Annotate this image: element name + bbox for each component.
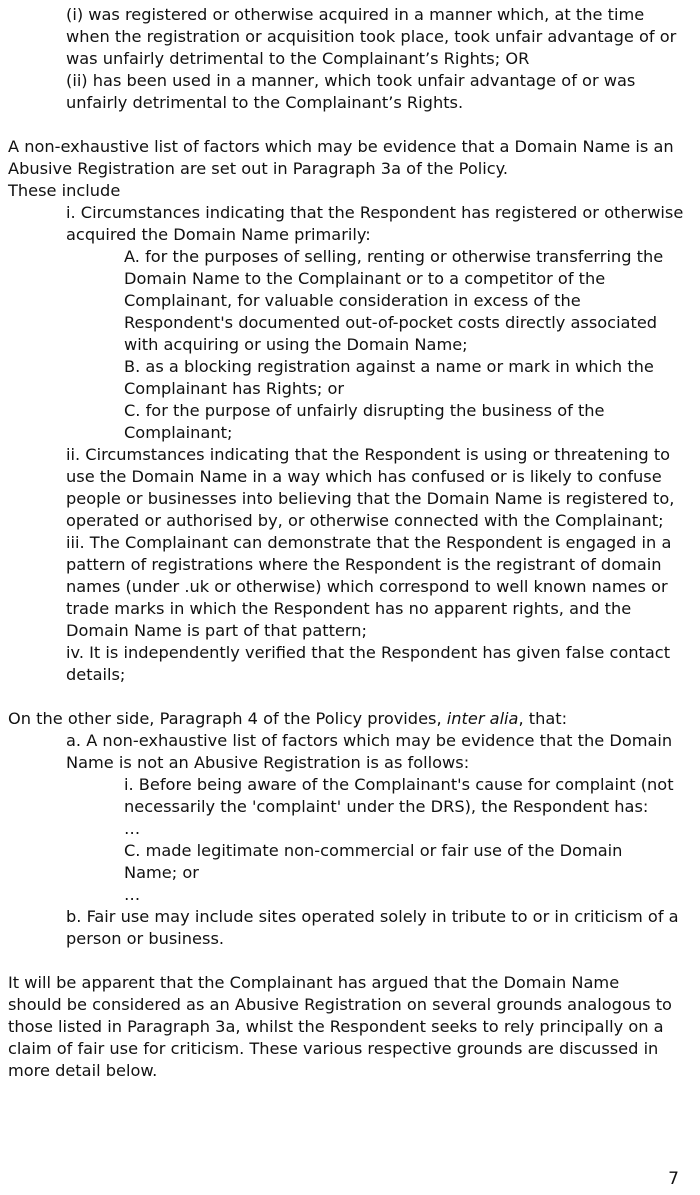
text-line: Complainant; xyxy=(124,423,233,442)
text-line: Domain Name is part of that pattern; xyxy=(66,621,367,640)
text-line: people or businesses into believing that the Domain Name is registered to, xyxy=(66,489,675,508)
text-line: should be considered as an Abusive Registration on several grounds analogous to xyxy=(8,995,672,1014)
text-line: claim of fair use for criticism. These various respective grounds are discussed in xyxy=(8,1039,659,1058)
text-line: acquired the Domain Name primarily: xyxy=(66,225,371,244)
text-line: when the registration or acquisition took place, took unfair advantage of or xyxy=(66,27,677,46)
text-line: … xyxy=(124,885,141,904)
text-line: Name; or xyxy=(124,863,199,882)
text-line: use the Domain Name in a way which has confused or is likely to confuse xyxy=(66,467,662,486)
text-line: details; xyxy=(66,665,126,684)
text-line: with acquiring or using the Domain Name; xyxy=(124,335,468,354)
text-line: names (under .uk or otherwise) which correspond to well known names or xyxy=(66,577,668,596)
text-line: a. A non-exhaustive list of factors which may be evidence that the Domain xyxy=(66,731,673,750)
text-line: necessarily the 'complaint' under the DRS), the Respondent has: xyxy=(124,797,649,816)
text-line: C. for the purpose of unfairly disrupting the business of the xyxy=(124,401,605,420)
text-line: those listed in Paragraph 3a, whilst the Respondent seeks to rely principally on a xyxy=(8,1017,664,1036)
text-line: ii. Circumstances indicating that the Respondent is using or threatening to xyxy=(66,445,671,464)
page-number: 7 xyxy=(668,1169,679,1189)
text-line: B. as a blocking registration against a name or mark in which the xyxy=(124,357,654,376)
text-line: trade marks in which the Respondent has no apparent rights, and the xyxy=(66,599,632,618)
text-line: Abusive Registration are set out in Paragraph 3a of the Policy. xyxy=(8,159,509,178)
text-line: Name is not an Abusive Registration is as follows: xyxy=(66,753,470,772)
text-line: b. Fair use may include sites operated solely in tribute to or in criticism of a xyxy=(66,907,679,926)
text-line: … xyxy=(124,819,141,838)
text-line: more detail below. xyxy=(8,1061,158,1080)
text-line: pattern of registrations where the Respondent is the registrant of domain xyxy=(66,555,662,574)
text-line: person or business. xyxy=(66,929,225,948)
text-line: It will be apparent that the Complainant has argued that the Domain Name xyxy=(8,973,620,992)
text-line: These include xyxy=(8,181,121,200)
text-line: operated or authorised by, or otherwise connected with the Complainant; xyxy=(66,511,664,530)
text-line: unfairly detrimental to the Complainant’s Rights. xyxy=(66,93,464,112)
text-line: Complainant, for valuable consideration in excess of the xyxy=(124,291,581,310)
text-line: A. for the purposes of selling, renting or otherwise transferring the xyxy=(124,247,664,266)
text-line: was unfairly detrimental to the Complainant’s Rights; OR xyxy=(66,49,530,68)
text-line: i. Circumstances indicating that the Respondent has registered or otherwise xyxy=(66,203,684,222)
text-line: iii. The Complainant can demonstrate that the Respondent is engaged in a xyxy=(66,533,672,552)
text-line: C. made legitimate non-commercial or fair use of the Domain xyxy=(124,841,623,860)
text-line: i. Before being aware of the Complainant's cause for complaint (not xyxy=(124,775,674,794)
text-line xyxy=(8,708,567,730)
text-line: A non-exhaustive list of factors which may be evidence that a Domain Name is an xyxy=(8,137,674,156)
text-line: (ii) has been used in a manner, which took unfair advantage of or was xyxy=(66,71,636,90)
text-line: iv. It is independently verified that the Respondent has given false contact xyxy=(66,643,671,662)
text-line: (i) was registered or otherwise acquired in a manner which, at the time xyxy=(66,5,645,24)
text-line: Complainant has Rights; or xyxy=(124,379,345,398)
text-line: Respondent's documented out-of-pocket costs directly associated xyxy=(124,313,658,332)
text-line: Domain Name to the Complainant or to a competitor of the xyxy=(124,269,606,288)
text-span: On the other side, Paragraph 4 of the Policy provides, xyxy=(8,709,447,728)
italic-text: inter alia xyxy=(446,709,519,728)
text-span: , that: xyxy=(518,709,568,728)
